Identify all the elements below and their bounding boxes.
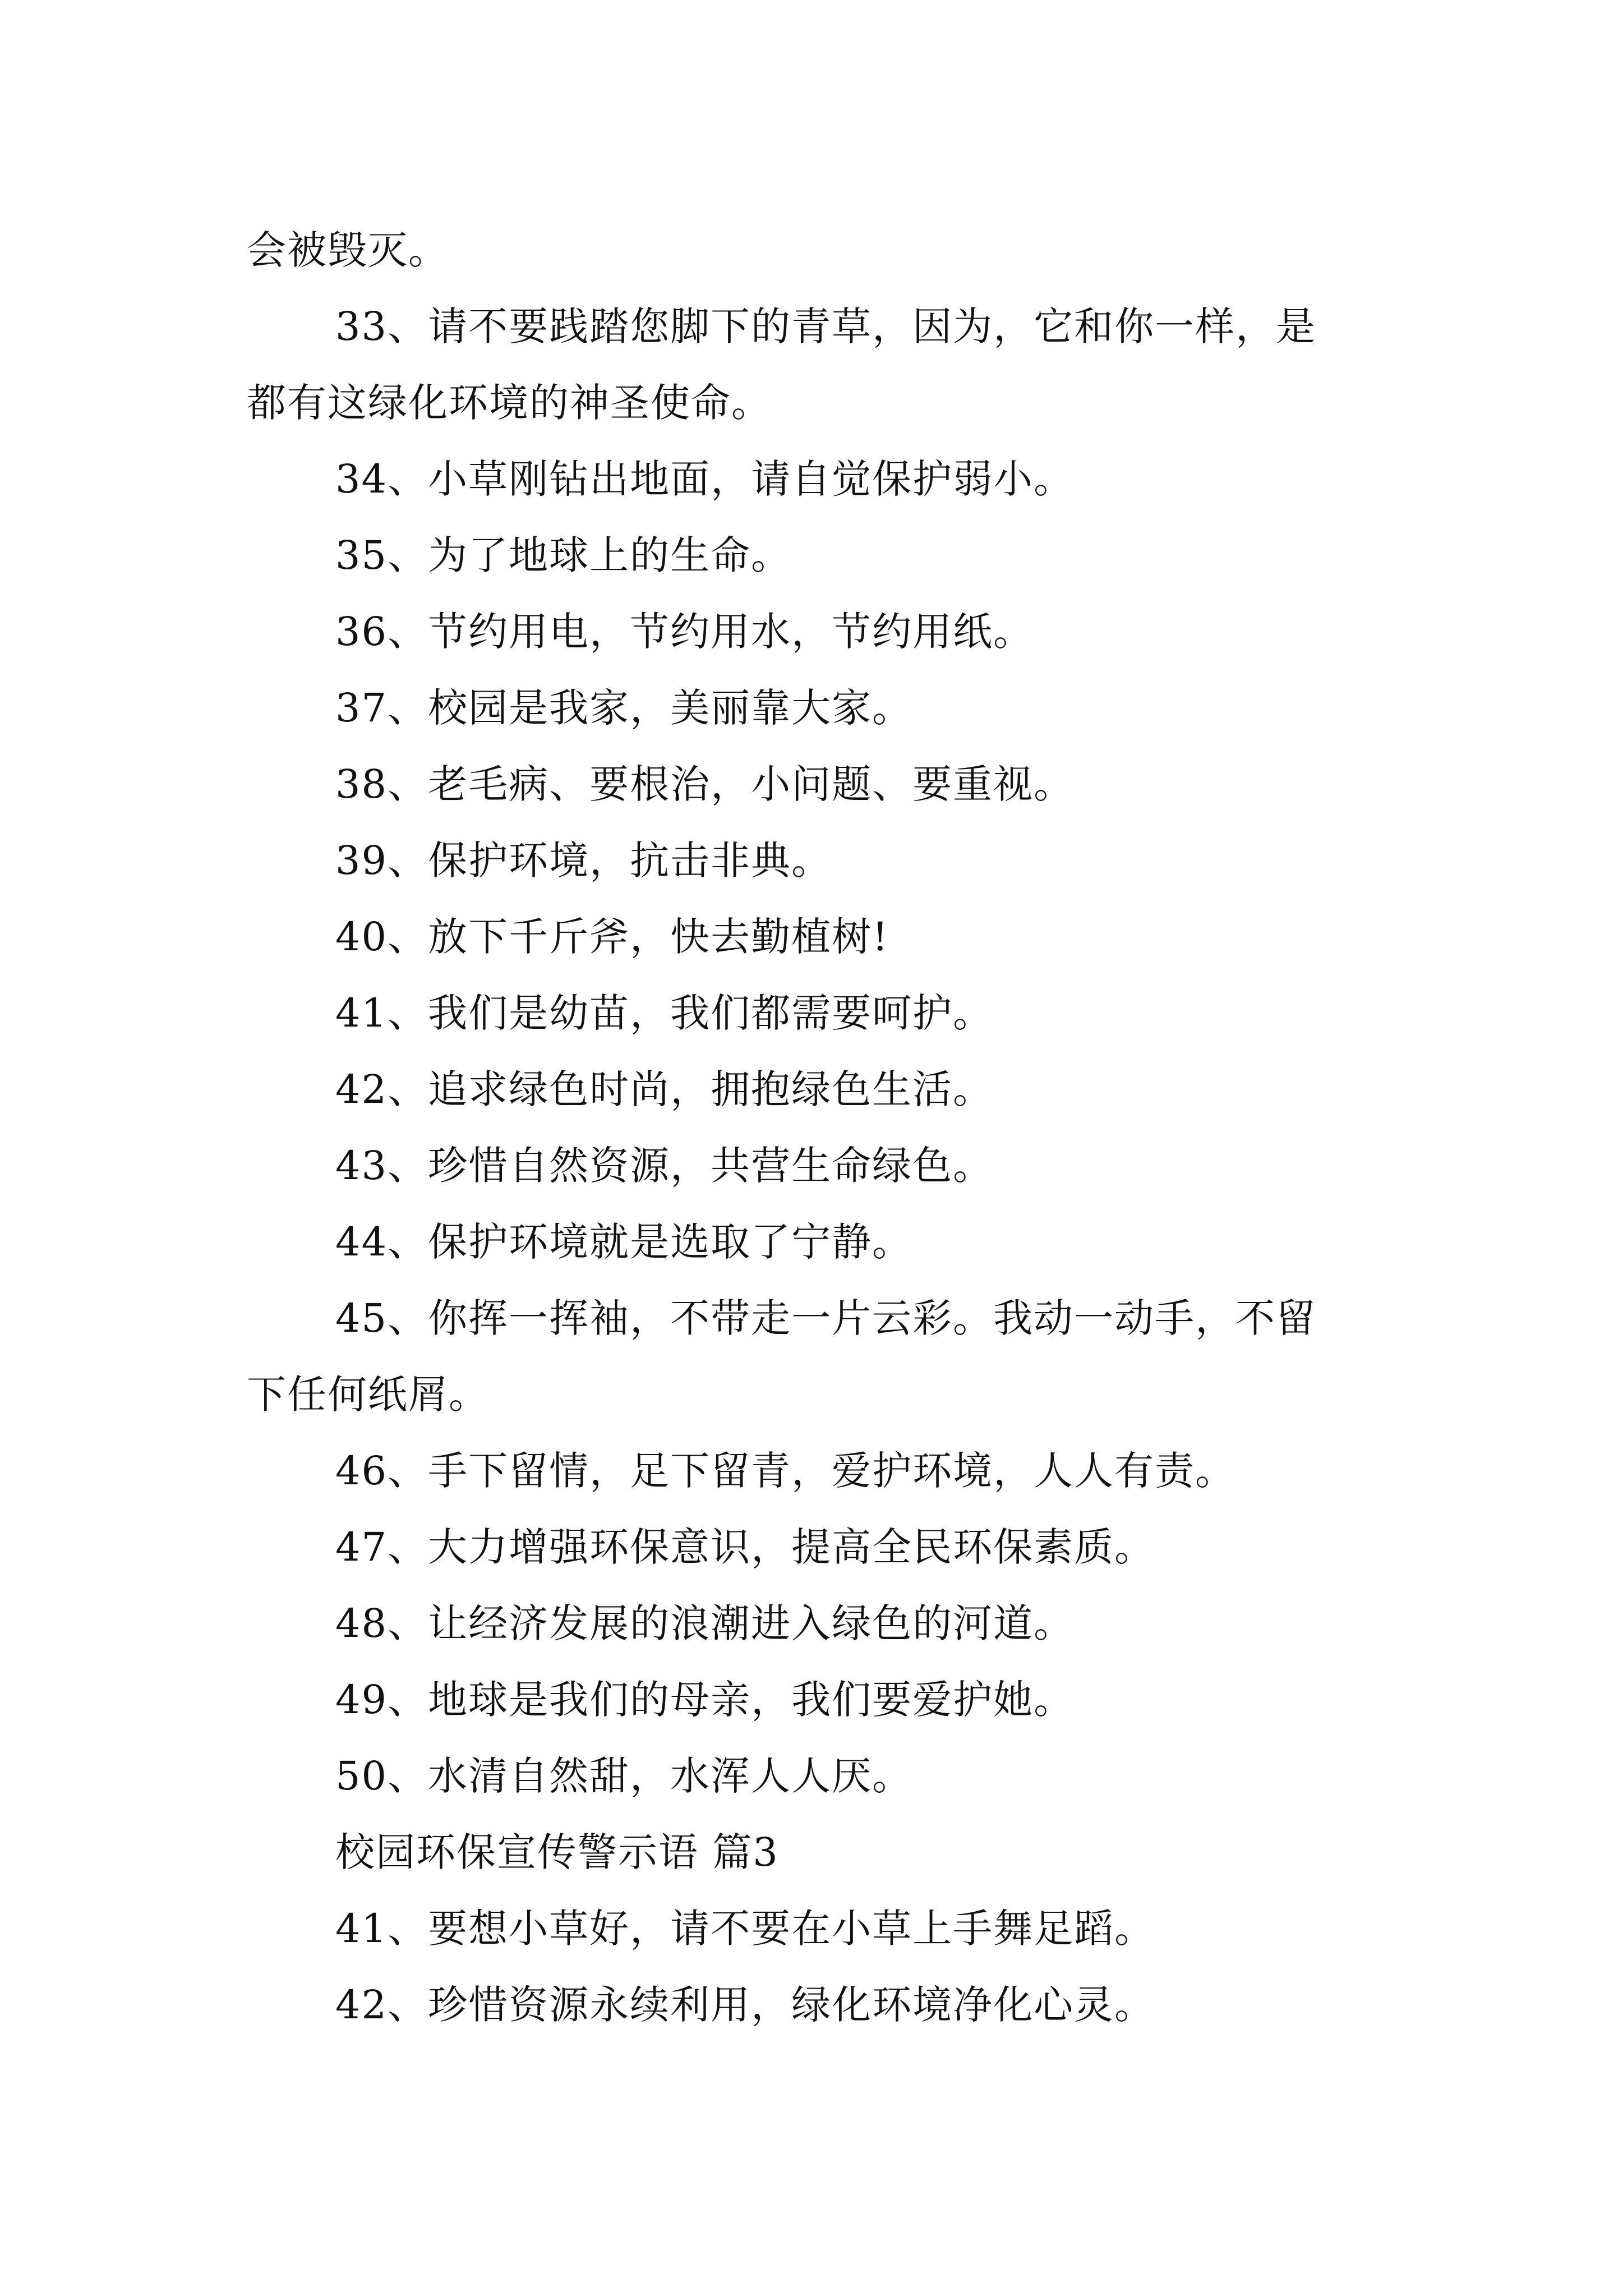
body-line: 33、请不要践踏您脚下的青草，因为，它和你一样，是 [335,303,1317,349]
body-line: 37、校园是我家，美丽靠大家。 [335,685,913,731]
body-line: 43、珍惜自然资源，共营生命绿色。 [335,1143,994,1189]
body-line: 38、老毛病、要根治，小问题、要重视。 [335,761,1075,807]
body-line: 50、水清自然甜，水浑人人厌。 [335,1753,913,1799]
body-line: 46、手下留情，足下留青，爱护环境，人人有责。 [335,1448,1236,1494]
body-line: 48、让经济发展的浪潮进入绿色的河道。 [335,1600,1075,1646]
body-line: 36、节约用电，节约用水，节约用纸。 [335,609,1034,655]
body-line: 40、放下千斤斧，快去勤植树! [335,914,889,960]
body-line: 44、保护环境就是选取了宁静。 [335,1219,913,1265]
body-line: 41、要想小草好，请不要在小草上手舞足蹈。 [335,1906,1155,1952]
body-line: 都有这绿化环境的神圣使命。 [247,380,772,426]
body-line: 下任何纸屑。 [247,1372,489,1418]
body-line: 41、我们是幼苗，我们都需要呵护。 [335,990,994,1036]
document-body [247,212,1391,2043]
body-line: 42、追求绿色时尚，拥抱绿色生活。 [335,1066,994,1112]
body-line: 45、你挥一挥袖，不带走一片云彩。我动一动手，不留 [335,1295,1317,1341]
body-line: 47、大力增强环保意识，提高全民环保素质。 [335,1524,1155,1570]
body-line: 42、珍惜资源永续利用，绿化环境净化心灵。 [335,1982,1155,2028]
body-line: 34、小草刚钻出地面，请自觉保护弱小。 [335,456,1075,502]
body-line: 35、为了地球上的生命。 [335,532,792,578]
body-line: 会被毁灭。 [247,227,449,273]
section-heading: 校园环保宣传警示语 篇3 [335,1829,779,1875]
body-line: 49、地球是我们的母亲，我们要爱护她。 [335,1677,1075,1723]
body-line: 39、保护环境，抗击非典。 [335,838,832,884]
